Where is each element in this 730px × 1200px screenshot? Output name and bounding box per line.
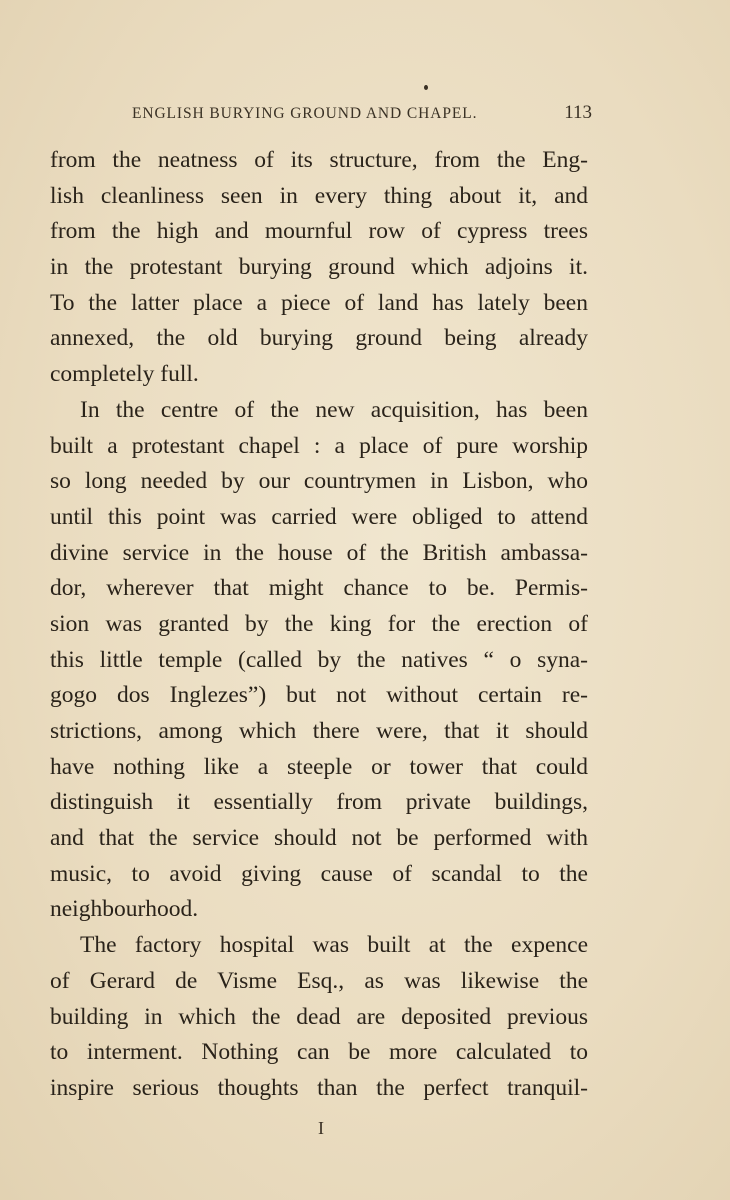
text-line: annexed, the old burying ground being already	[50, 325, 588, 352]
text-line: in the protestant burying ground which adjoins it.	[50, 254, 588, 281]
text-line: this little temple (called by the natives “ o syna-	[50, 646, 588, 673]
text-line: music, to avoid giving cause of scandal to the	[50, 860, 588, 887]
text-line: to interment. Nothing can be more calculated to	[50, 1039, 588, 1066]
signature-mark: I	[318, 1118, 324, 1138]
text-line: from the high and mournful row of cypress trees	[50, 218, 588, 245]
text-line: sion was granted by the king for the erection of	[50, 610, 588, 637]
text-line: until this point was carried were obliged to attend	[50, 503, 588, 530]
text-line: from the neatness of its structure, from the Eng-	[50, 147, 588, 173]
text-line: so long needed by our countrymen in Lisbon, who	[50, 468, 588, 495]
body-text	[50, 143, 588, 1107]
running-head: ENGLISH BURYING GROUND AND CHAPEL.	[132, 105, 478, 122]
text-line: and that the service should not be performed with	[50, 825, 588, 852]
text-line: lish cleanliness seen in every thing about it, and	[50, 182, 588, 209]
text-line: dor, wherever that might chance to be. Permis-	[50, 575, 588, 602]
text-line: distinguish it essentially from private buildings,	[50, 789, 588, 816]
text-line: gogo dos Inglezes”) but not without certain re-	[50, 682, 588, 709]
text-line: To the latter place a piece of land has lately been	[50, 289, 588, 316]
paragraph-first-line: The factory hospital was built at the expence	[80, 932, 588, 959]
text-line: inspire serious thoughts than the perfect tranquil-	[50, 1074, 588, 1101]
page-header	[132, 102, 592, 126]
text-line: have nothing like a steeple or tower that could	[50, 753, 588, 780]
text-line: strictions, among which there were, that it should	[50, 718, 588, 744]
text-line: built a protestant chapel : a place of pure worship	[50, 432, 588, 459]
page-number: 113	[564, 102, 592, 123]
text-line: divine service in the house of the British ambassa-	[50, 539, 588, 566]
text-line: completely full.	[50, 361, 199, 388]
paragraph-first-line: In the centre of the new acquisition, has been	[80, 396, 588, 423]
text-line: neighbourhood.	[50, 896, 199, 923]
text-line: of Gerard de Visme Esq., as was likewise the	[50, 967, 588, 994]
ink-dot	[424, 85, 428, 90]
text-line: building in which the dead are deposited previous	[50, 1003, 588, 1030]
